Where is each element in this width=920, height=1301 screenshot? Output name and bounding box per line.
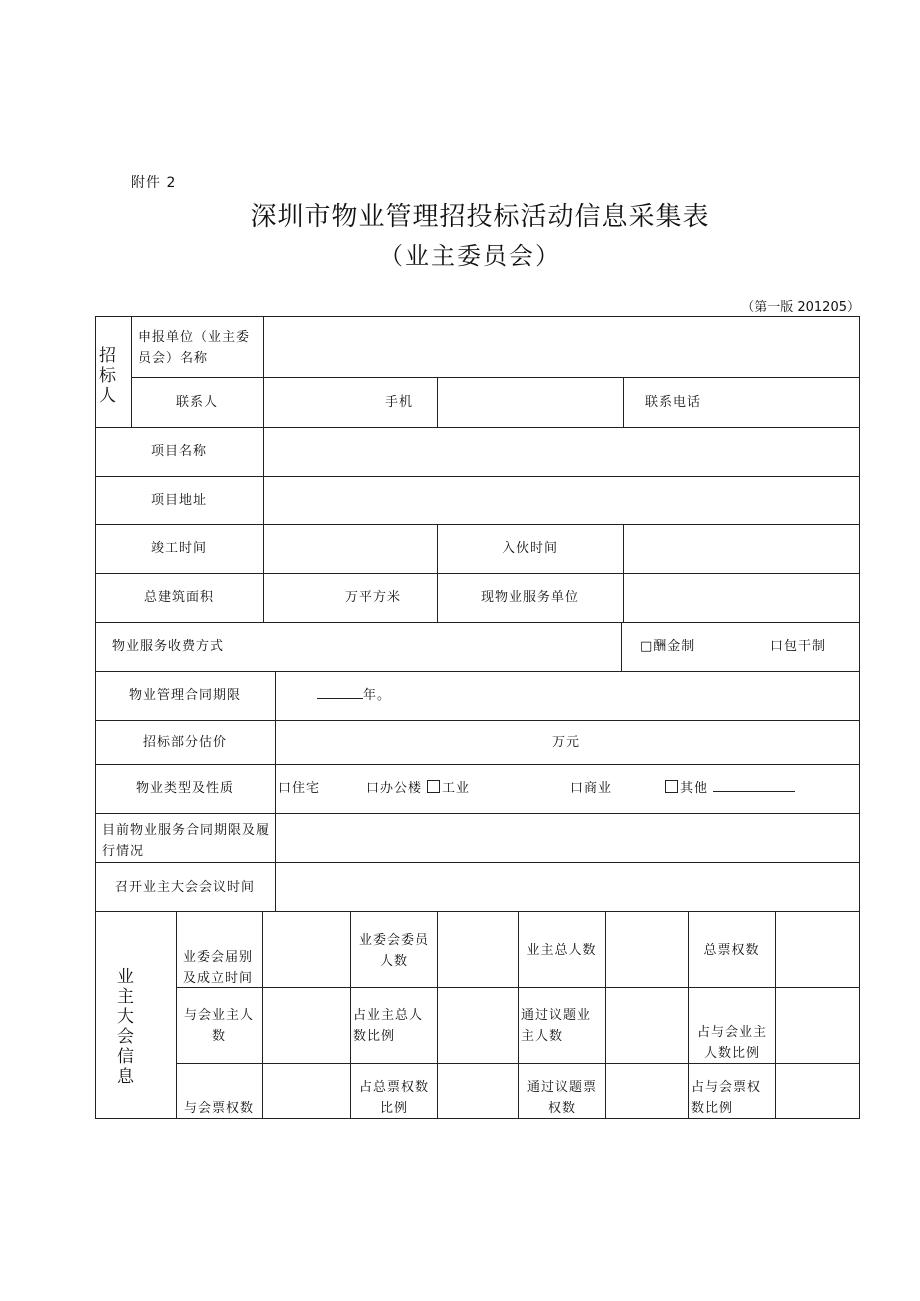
type-office[interactable]: 口办公楼 xyxy=(366,781,423,796)
contact-label: 联系人 xyxy=(175,395,218,410)
phone-label: 联系电话 xyxy=(645,395,702,410)
attending-votes-ratio-label: 占与会票权数比例 xyxy=(691,1080,762,1116)
current-contract-label: 目前物业服务合同期限及履行情况 xyxy=(102,823,271,859)
contract-term-label: 物业管理合同期限 xyxy=(128,688,241,703)
tenderer-section-label: 招标人 xyxy=(99,346,117,406)
attending-votes-label: 与会票权数 xyxy=(183,1101,254,1116)
area-unit: 万平方米 xyxy=(345,590,402,605)
contract-term-unit: 年。 xyxy=(363,688,392,703)
info-form-table xyxy=(95,316,860,1119)
project-address-label: 项目地址 xyxy=(150,493,207,508)
mobile-label: 手机 xyxy=(385,395,414,410)
assembly-section-label: 业主大会信息 xyxy=(117,967,135,1087)
committee-count-label: 业委会委员人数 xyxy=(358,933,429,969)
type-other-blank[interactable] xyxy=(713,791,795,792)
total-votes-label: 总票权数 xyxy=(703,943,760,958)
contract-term-blank[interactable] xyxy=(317,698,363,699)
version-label: （第一版 201205） xyxy=(741,300,860,315)
attachment-label: 附件 2 xyxy=(131,175,177,191)
fee-option-lump-sum[interactable]: 口包干制 xyxy=(770,639,827,654)
meeting-time-label: 召开业主大会会议时间 xyxy=(114,880,255,895)
type-other-option[interactable] xyxy=(665,778,795,799)
session-label: 业委会届别及成立时间 xyxy=(183,950,254,986)
type-residential[interactable]: 口住宅 xyxy=(278,781,321,796)
page-subtitle: （业主委员会） xyxy=(379,242,561,270)
passing-votes-label: 通过议题票权数 xyxy=(526,1080,597,1116)
passing-owners-label: 通过议题业主人数 xyxy=(521,1008,592,1044)
current-service-unit-label: 现物业服务单位 xyxy=(480,590,579,605)
movein-time-label: 入伙时间 xyxy=(501,541,558,556)
type-other: 其他 xyxy=(680,781,709,796)
votes-ratio-label: 占总票权数比例 xyxy=(358,1080,429,1116)
owner-ratio-label: 占业主总人数比例 xyxy=(353,1008,424,1044)
owners-total-label: 业主总人数 xyxy=(526,943,597,958)
fee-option-remuneration[interactable]: □酬金制 xyxy=(640,639,696,654)
unit-name-label: 申报单位（业主委员会）名称 xyxy=(138,330,251,366)
total-area-label: 总建筑面积 xyxy=(143,590,214,605)
checkbox-icon xyxy=(665,780,678,793)
type-commercial[interactable]: 口商业 xyxy=(570,781,613,796)
completion-time-label: 竣工时间 xyxy=(150,541,207,556)
attending-ratio-label: 占与会业主人数比例 xyxy=(696,1025,767,1061)
type-industrial-option[interactable] xyxy=(427,778,470,799)
project-name-label: 项目名称 xyxy=(150,444,207,459)
tender-price-label: 招标部分估价 xyxy=(142,735,227,750)
price-unit: 万元 xyxy=(552,735,581,750)
attending-owners-label: 与会业主人数 xyxy=(183,1008,254,1044)
fee-mode-label: 物业服务收费方式 xyxy=(112,639,225,654)
type-industrial: 工业 xyxy=(442,781,471,796)
property-type-label: 物业类型及性质 xyxy=(135,781,234,796)
page-title: 深圳市物业管理招投标活动信息采集表 xyxy=(250,202,710,232)
checkbox-icon xyxy=(427,780,440,793)
